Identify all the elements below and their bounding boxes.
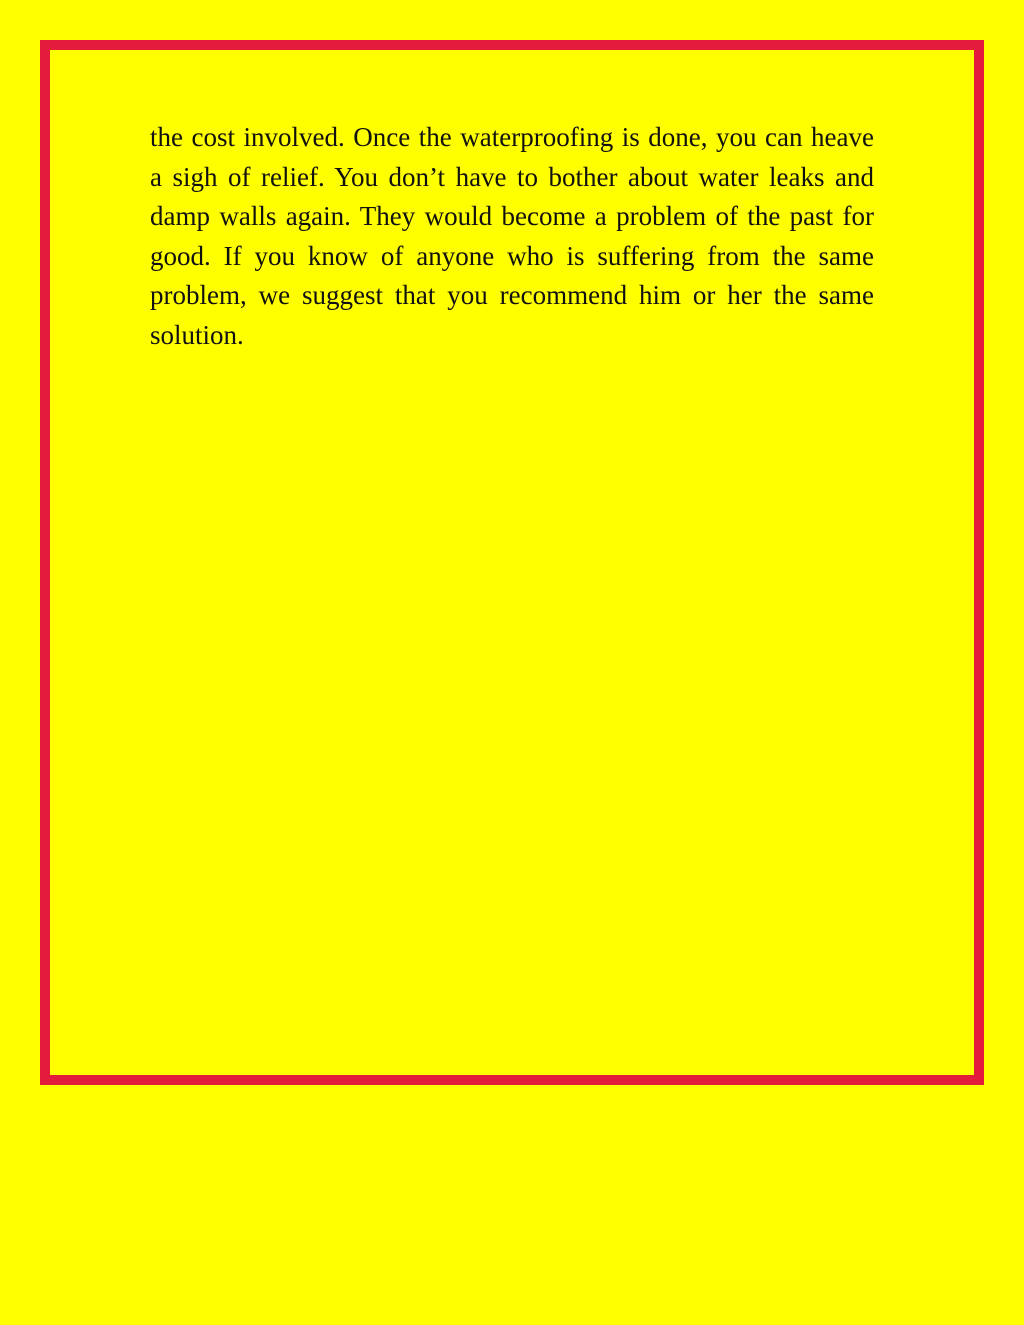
- body-paragraph: the cost involved. Once the waterproofing is done, you can heave a sigh of relief. You don’t have to bother about water leaks and damp walls again. They would become a problem of the past for good. If you know of anyone who is suffering from the same problem, we suggest that you recommend him or her the same solution.: [150, 122, 874, 350]
